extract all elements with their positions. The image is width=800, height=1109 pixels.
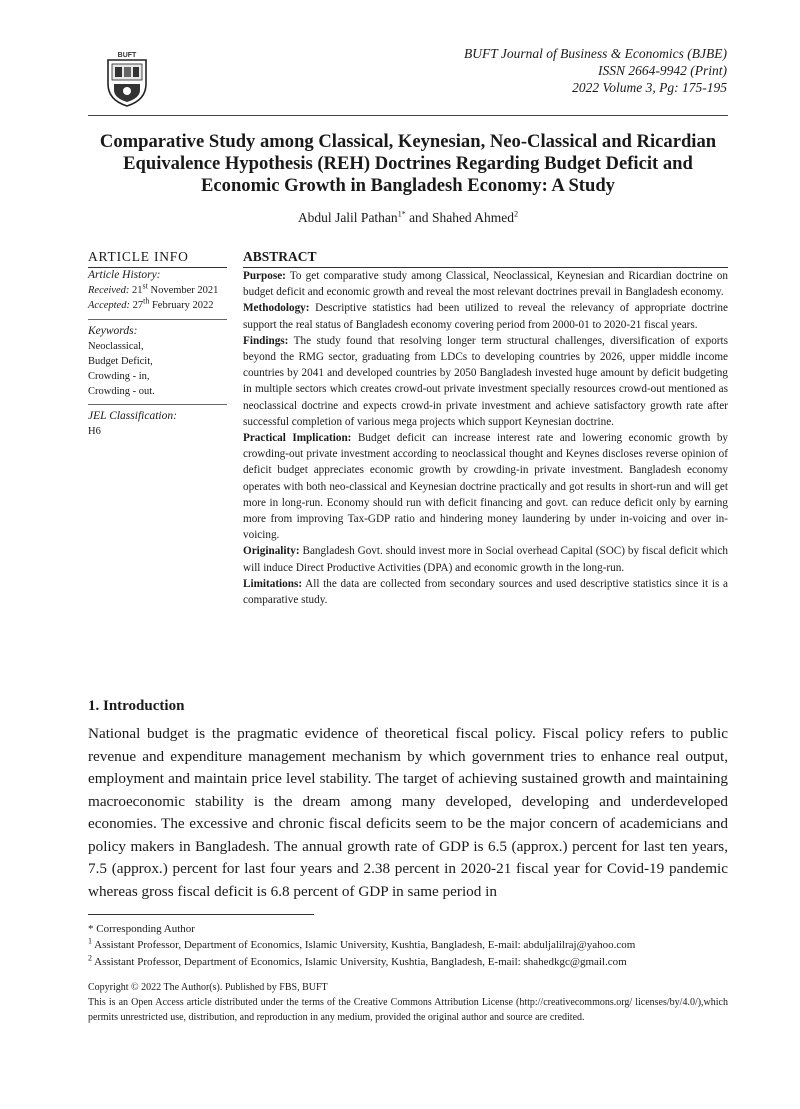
- abstract-implication: [243, 430, 728, 543]
- footnote-2: [88, 955, 728, 970]
- abstract-purpose: [243, 268, 728, 300]
- limitations-text: All the data are collected from secondary sources and used descriptive statistics since it is a comparative study.: [243, 577, 728, 607]
- title-line-3: Economic Growth in Bangladesh Economy: A Study: [201, 175, 615, 196]
- purpose-text: To get comparative study among Classical, Neoclassical, Keynesian and Ricardian doctrine on budget deficit and economic growth and reveal the most relevant doctrines prevail in Bangladesh economy.: [243, 270, 728, 299]
- author-1-marker: 1*: [397, 209, 406, 219]
- sidebar-divider-2: [88, 404, 227, 405]
- implication-label: Practical Implication:: [243, 432, 352, 445]
- author-1: Abdul Jalil Pathan: [297, 210, 398, 225]
- originality-label: Originality:: [243, 545, 300, 558]
- jel-section: [88, 409, 227, 439]
- jel-value: H6: [88, 426, 101, 437]
- accepted-suffix: th: [143, 296, 150, 306]
- title-line-1: Comparative Study among Classical, Keynesian, Neo-Classical and Ricardian: [99, 131, 717, 152]
- footnote-divider: [88, 914, 314, 915]
- sidebar-divider-1: [88, 319, 227, 320]
- accepted-label: Accepted:: [88, 300, 130, 311]
- keyword-item: Budget Deficit,: [88, 356, 153, 367]
- methodology-text: Descriptive statistics had been utilized to reveal the relevancy of appropriate doctrine support the real status of Bangladesh economy covering period from 2000-01 to 2020-21 fiscal years.: [243, 302, 728, 331]
- abstract-heading: ABSTRACT: [243, 249, 728, 268]
- article-info-heading: ARTICLE INFO: [88, 249, 227, 268]
- introduction-body: [88, 723, 728, 903]
- title-line-2: Equivalence Hypothesis (REH) Doctrines Regarding Budget Deficit and: [123, 153, 693, 174]
- keywords-section: [88, 324, 227, 399]
- section-heading-introduction: 1. Introduction: [88, 698, 185, 714]
- accepted-month-year: February 2022: [151, 300, 214, 311]
- author-separator: and: [405, 210, 432, 225]
- abstract-originality: [243, 543, 728, 575]
- keyword-item: Crowding - out.: [88, 386, 155, 397]
- received-date: [88, 283, 227, 298]
- findings-label: Findings:: [243, 334, 289, 347]
- jel-label: JEL Classification:: [88, 410, 177, 422]
- logo-text: BUFT: [117, 52, 137, 59]
- journal-issn: ISSN 2664-9942 (Print): [598, 63, 727, 78]
- keywords-label: Keywords:: [88, 325, 138, 337]
- findings-text: The study found that resolving longer term structural challenges, diversification of exports beyond the RMG sector, graduating from LDCs to developing countries by 2026, upper middle income countries by 2041 and developed countries by 2050 Bangladesh invested huge amount by deficit budgeting in multiple sectors which creates crowd-out private investment specially resources crowd-out mentioned as neoclassical doctrine and expects crowd-in private investment and achieve satisfactory growth rate after successful completion of various mega projects which support Keynesian doctrine.: [243, 334, 728, 428]
- paper-title: [88, 131, 728, 197]
- history-label: Article History:: [88, 269, 161, 281]
- journal-logo: [104, 50, 150, 108]
- footnote-1-text: Assistant Professor, Department of Economics, Islamic University, Kushtia, Bangladesh, E-mail: abduljalilraj@yahoo.com: [94, 939, 636, 951]
- received-month-year: November 2021: [150, 285, 219, 296]
- keyword-item: Neoclassical,: [88, 341, 144, 352]
- received-label: Received:: [88, 285, 130, 296]
- authors: [88, 210, 728, 226]
- accepted-date: [88, 298, 227, 313]
- intro-paragraph: National budget is the pragmatic evidence of theoretical fiscal policy. Fiscal policy refers to public revenue and expenditure management mechanism by which government tries to enhance real output, employment and maintain price level stability. The target of achieving sustained growth and maintaining macroeconomic stability is the dream among many developed, developing and underdeveloped economies. The excessive and chronic fiscal deficits seem to be the major concern of academicians and policy makers in Bangladesh. The annual growth rate of GDP is 6.5 (approx.) percent for last ten years, 7.5 (approx.) percent for last four years and 2.38 percent in 2020-21 fiscal year for Covid-19 pandemic whereas gross fiscal deficit is 6.8 percent of GDP in same period in: [88, 725, 728, 900]
- abstract-findings: [243, 333, 728, 430]
- methodology-label: Methodology:: [243, 302, 310, 315]
- abstract-methodology: [243, 300, 728, 332]
- implication-text: Budget deficit can increase interest rate and lowering economic growth by crowding-out private investment according to neoclassical thought and Keynes discloses reverse opinion of deficit budget appreciates economic growth by crowding-in private investment. Bangladesh economy operates with both neo-classical and Keynesian doctrine practically and got results in short-run and will get more in long-run. Economy should run with deficit financing and govt. can reduce deficit only by earning more from improving Tax-GDP ratio and hindering money laundering by under in-voicing and over in-voicing.: [243, 432, 729, 542]
- copyright-line: Copyright © 2022 The Author(s). Published by FBS, BUFT: [88, 982, 328, 993]
- abstract-limitations: [243, 576, 728, 608]
- license-text: This is an Open Access article distributed under the terms of the Creative Commons Attribution License (http://creativecommons.org/ licenses/by/4.0/),which permits unrestricted use, distribution, and reproduction in any medium, provided the original author and source are credited.: [88, 997, 728, 1023]
- copyright-block: [88, 980, 728, 1025]
- received-day: 21: [132, 285, 143, 296]
- footnote-1: [88, 938, 728, 953]
- footnote-corresponding: * Corresponding Author: [88, 923, 195, 935]
- received-suffix: st: [142, 281, 148, 291]
- header-divider: [88, 115, 728, 116]
- author-2: Shahed Ahmed: [431, 210, 515, 225]
- footnote-2-text: Assistant Professor, Department of Economics, Islamic University, Kushtia, Bangladesh, E-mail: shahedkgc@gmail.com: [94, 956, 627, 968]
- originality-text: Bangladesh Govt. should invest more in Social overhead Capital (SOC) by fiscal deficit which will induce Direct Productive Activities (DPA) and economic growth in the long-run.: [243, 545, 729, 574]
- abstract-body: [243, 268, 728, 608]
- purpose-label: Purpose:: [243, 270, 286, 282]
- journal-volume: 2022 Volume 3, Pg: 175-195: [572, 80, 727, 95]
- journal-name: BUFT Journal of Business & Economics (BJBE): [464, 46, 727, 61]
- limitations-label: Limitations:: [243, 577, 303, 590]
- author-2-marker: 2: [514, 209, 519, 219]
- article-history: [88, 268, 227, 313]
- accepted-day: 27: [132, 300, 144, 311]
- footnote-2-marker: 2: [88, 953, 92, 963]
- keyword-item: Crowding - in,: [88, 371, 150, 382]
- journal-header: [464, 45, 727, 96]
- footnote-1-marker: 1: [88, 936, 92, 946]
